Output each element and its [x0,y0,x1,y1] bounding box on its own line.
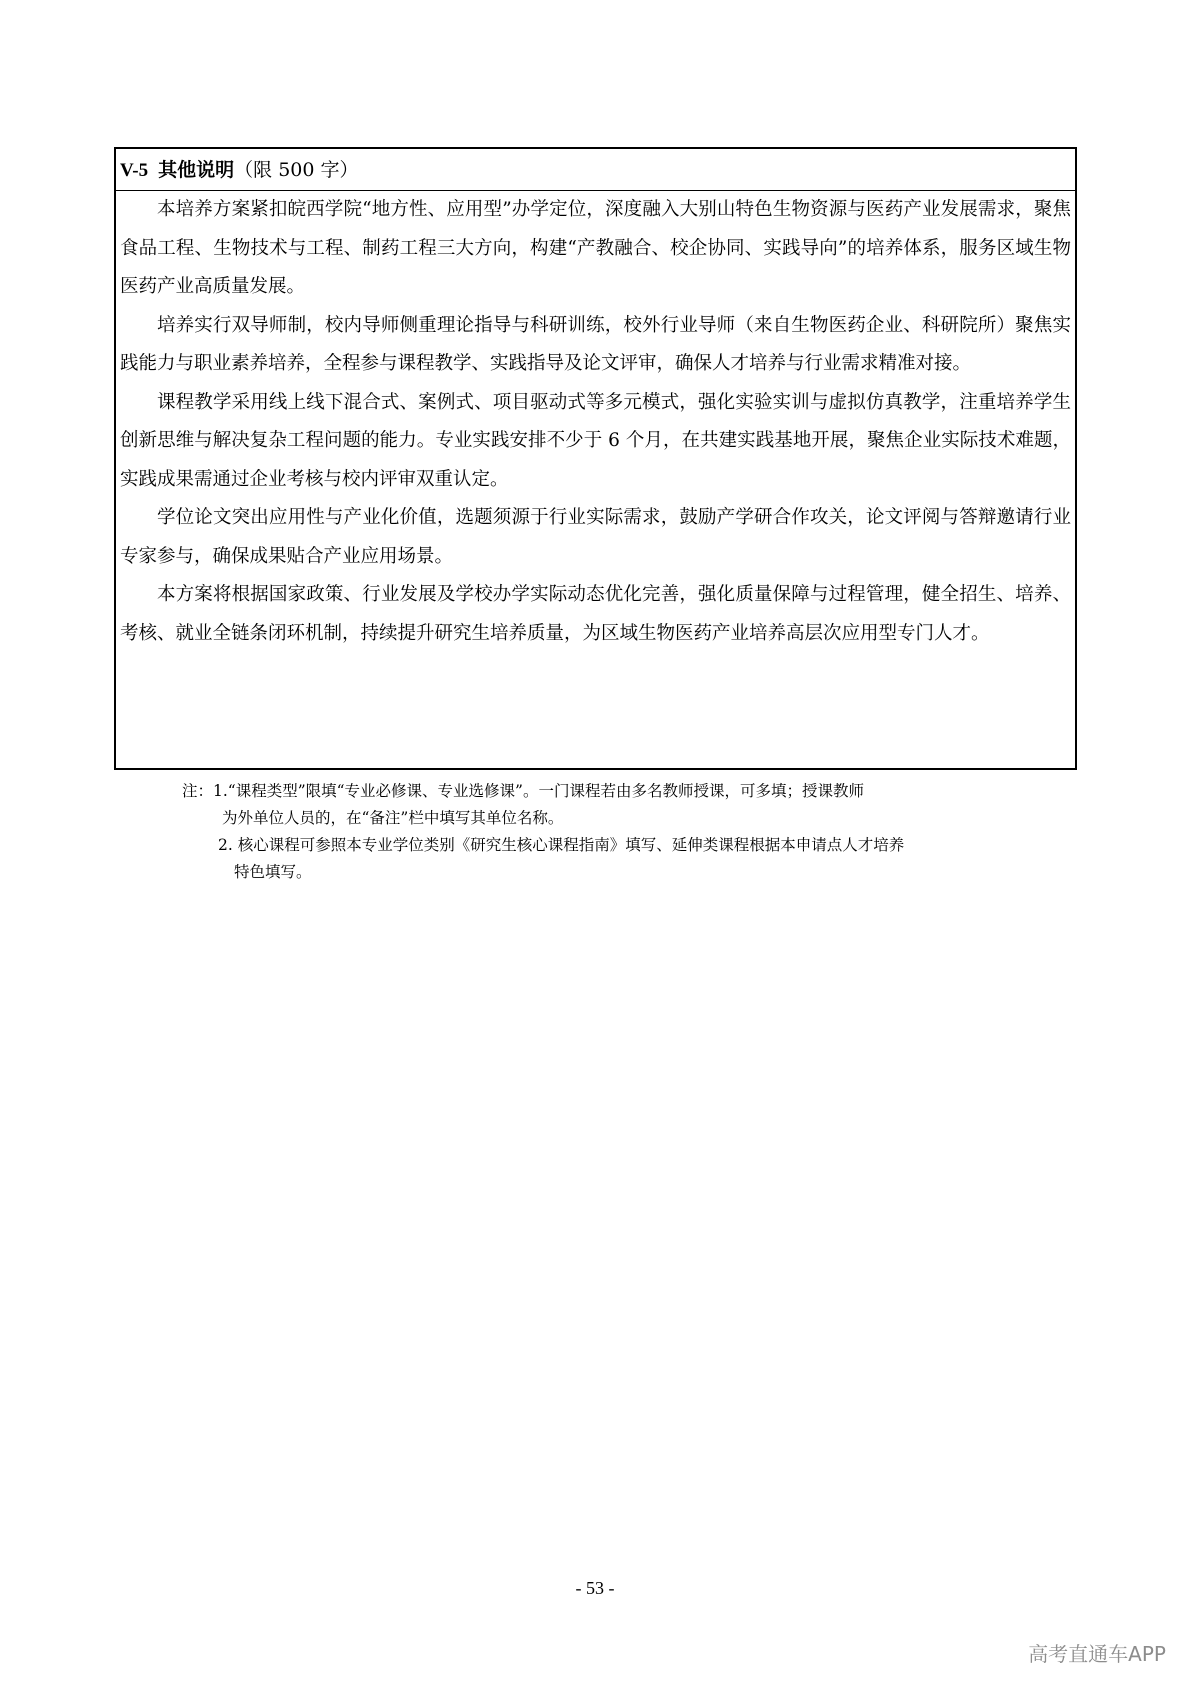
other-notes-section [114,147,1077,770]
paragraph-positioning: 本培养方案紧扣皖西学院“地方性、应用型”办学定位，深度融入大别山特色生物资源与医药产业发展需求，聚焦食品工程、生物技术与工程、制药工程三大方向，构建“产教融合、校企协同、实践导向”的培养体系，服务区域生物医药产业高质量发展。 [120,199,1071,297]
footnotes [182,778,1042,886]
section-code: V-5 [120,160,149,181]
paragraph-teaching: 课程教学采用线上线下混合式、案例式、项目驱动式等多元模式，强化实验实训与虚拟仿真教学，注重培养学生创新思维与解决复杂工程问题的能力。专业实践安排不少于 6 个月，在共建实践基地开展，聚焦企业实际技术难题，实践成果需通过企业考核与校内评审双重认定。 [120,391,1071,490]
section-body [116,191,1075,653]
paragraph-dual-mentor: 培养实行双导师制，校内导师侧重理论指导与科研训练，校外行业导师（来自生物医药企业、科研院所）聚焦实践能力与职业素养培养，全程参与课程教学、实践指导及论文评审，确保人才培养与行业需求精准对接。 [120,314,1071,374]
note-2-line-2: 特色填写。 [234,863,312,881]
paragraph-optimization: 本方案将根据国家政策、行业发展及学校办学实际动态优化完善，强化质量保障与过程管理，健全招生、培养、考核、就业全链条闭环机制，持续提升研究生培养质量，为区域生物医药产业培养高层次应用型专门人才。 [120,584,1071,644]
section-title: 其他说明 [158,159,235,181]
note-1-line-1: 注：1.“课程类型”限填“专业必修课、专业选修课”。一门课程若由多名教师授课，可多填；授课教师 [182,782,864,800]
watermark: 高考直通车APP [1028,1642,1166,1666]
page-number: - 53 - [575,1578,615,1598]
section-word-limit: （限 500 字） [234,159,359,181]
section-header [116,149,1075,191]
note-1-line-2: 为外单位人员的，在“备注”栏中填写其单位名称。 [222,809,564,827]
paragraph-thesis: 学位论文突出应用性与产业化价值，选题须源于行业实际需求，鼓励产学研合作攻关，论文评阅与答辩邀请行业专家参与，确保成果贴合产业应用场景。 [120,507,1071,567]
note-2-line-1: 2. 核心课程可参照本专业学位类别《研究生核心课程指南》填写、延伸类课程根据本申请点人才培养 [218,836,905,854]
